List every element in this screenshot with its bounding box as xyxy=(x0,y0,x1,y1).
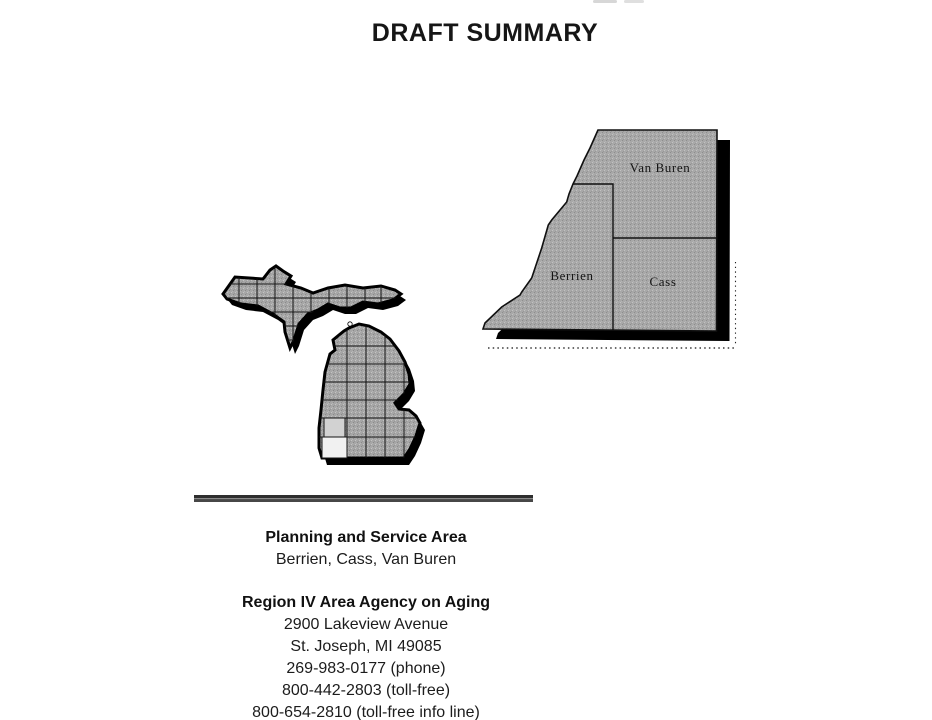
highlight-van-buren-county xyxy=(324,418,345,437)
county-label-van-buren: Van Buren xyxy=(629,160,691,175)
service-area-counties: Berrien, Cass, Van Buren xyxy=(275,551,457,568)
highlight-berrien-county xyxy=(322,437,347,458)
county-label-berrien: Berrien xyxy=(550,268,594,283)
scan-artifact xyxy=(593,0,617,3)
agency-phone: 269-983-0177 (phone) xyxy=(286,660,446,677)
scan-artifact xyxy=(624,0,644,3)
tri-county-map xyxy=(470,112,740,357)
agency-toll-free: 800-442-2803 (toll-free) xyxy=(281,682,451,699)
agency-address-line-2: St. Joseph, MI 49085 xyxy=(290,638,442,655)
agency-info-line: 800-654-2810 (toll-free info line) xyxy=(252,704,480,720)
agency-name: Region IV Area Agency on Aging xyxy=(241,594,491,611)
county-label-cass: Cass xyxy=(649,274,677,289)
straits-island-dot xyxy=(348,322,352,326)
agency-block xyxy=(180,592,552,720)
service-area-heading: Planning and Service Area xyxy=(265,529,467,546)
page-title: DRAFT SUMMARY xyxy=(371,19,599,47)
section-divider xyxy=(194,495,533,502)
michigan-county-map xyxy=(213,262,453,494)
agency-address-line-1: 2900 Lakeview Avenue xyxy=(283,616,449,633)
service-area-block xyxy=(180,527,552,571)
